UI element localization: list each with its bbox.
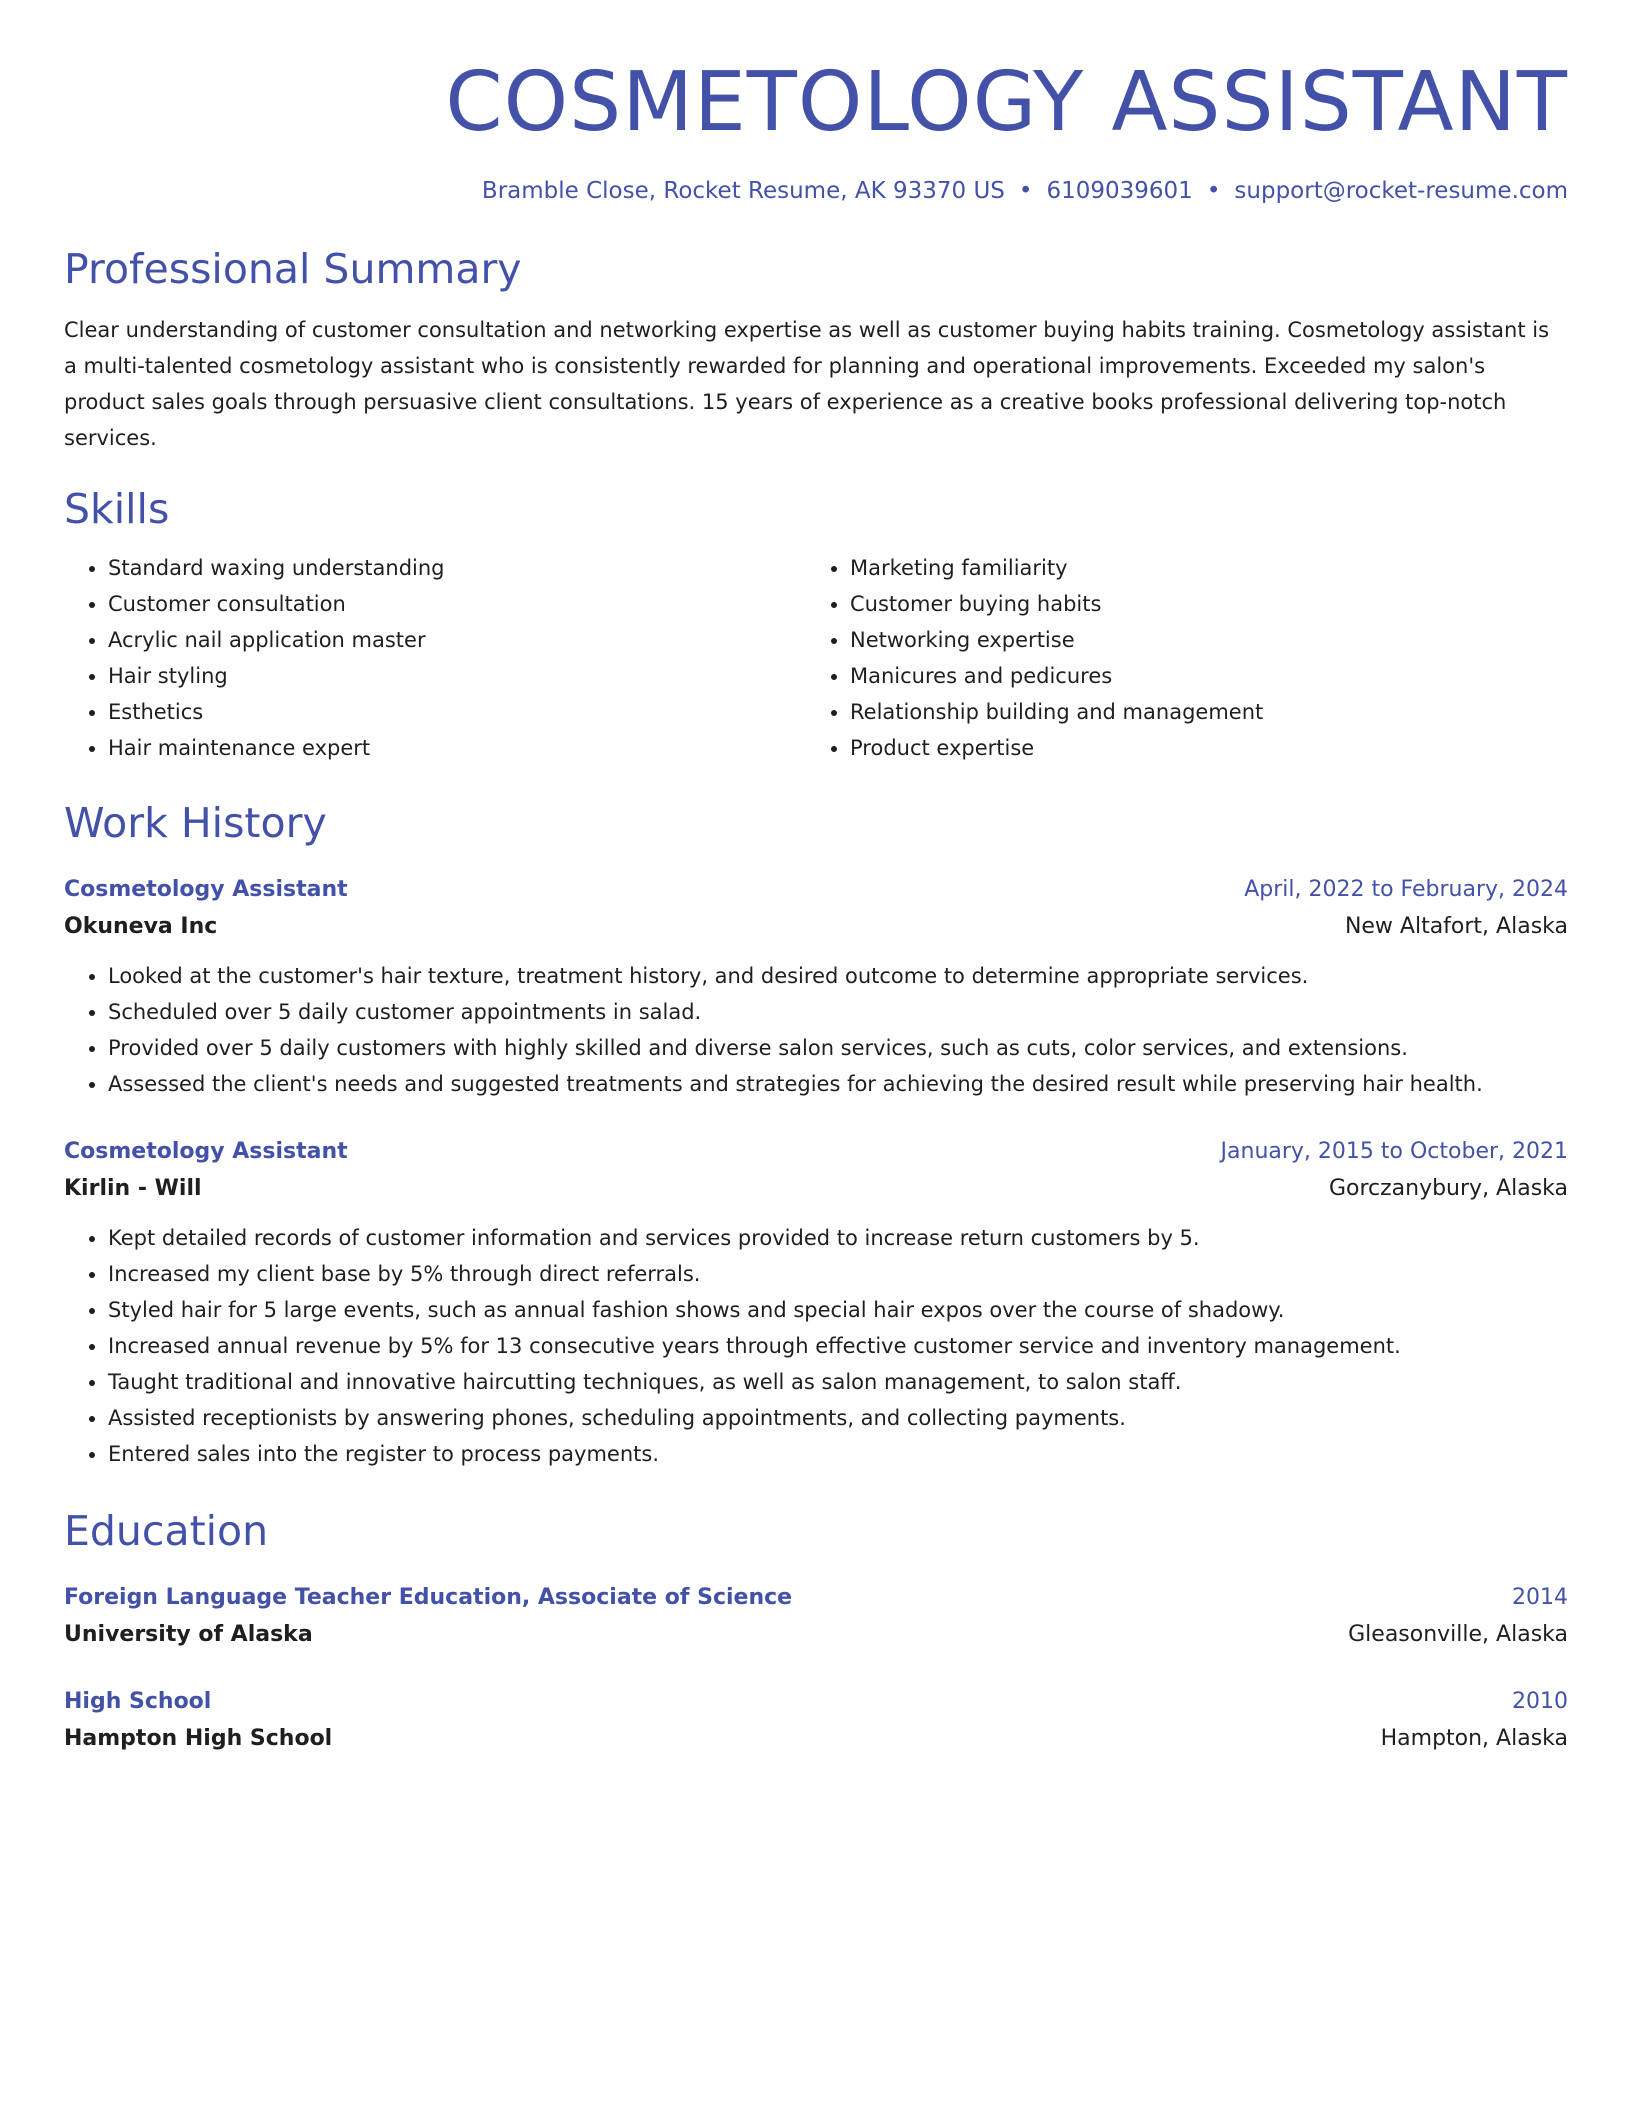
contact-address: Bramble Close, Rocket Resume, AK 93370 US: [481, 178, 1005, 204]
skill-item: • Marketing familiarity: [850, 550, 1548, 586]
education-degree: Foreign Language Teacher Education, Associate of Science: [64, 1585, 793, 1610]
skill-item: • Esthetics: [108, 694, 806, 730]
job-company: Okuneva Inc: [64, 914, 218, 939]
education-location: Gleasonville, Alaska: [1348, 1622, 1568, 1647]
work-entry-header: [64, 872, 1568, 908]
education-year: 2010: [1512, 1689, 1568, 1714]
work-history-heading: Work History: [64, 799, 327, 847]
contact-separator: •: [1018, 178, 1033, 204]
job-bullet: • Scheduled over 5 daily customer appointments in salad.: [108, 994, 1568, 1030]
summary-heading: Professional Summary: [64, 245, 522, 293]
job-bullet: • Taught traditional and innovative haircutting techniques, as well as salon management, to salon staff.: [108, 1364, 1568, 1400]
job-bullet: • Assessed the client's needs and suggested treatments and strategies for achieving the desired result while preserving hair health.: [108, 1066, 1568, 1102]
education-heading: Education: [64, 1507, 269, 1555]
skills-heading: Skills: [64, 485, 170, 533]
resume-name: COSMETOLOGY ASSISTANT: [445, 55, 1568, 150]
education-year: 2014: [1512, 1585, 1568, 1610]
skill-item: • Networking expertise: [850, 622, 1548, 658]
work-entry: [64, 872, 1568, 1102]
work-entry-subheader: [64, 908, 1568, 946]
education-location: Hampton, Alaska: [1380, 1726, 1568, 1751]
skill-item: • Acrylic nail application master: [108, 622, 806, 658]
job-bullet: • Styled hair for 5 large events, such as annual fashion shows and special hair expos over the course of shadowy.: [108, 1292, 1568, 1328]
job-bullets: [64, 958, 1568, 1102]
job-bullet: • Increased my client base by 5% through direct referrals.: [108, 1256, 1568, 1292]
job-bullet: • Assisted receptionists by answering phones, scheduling appointments, and collecting payments.: [108, 1400, 1568, 1436]
work-entry-header: [64, 1134, 1568, 1170]
summary-text: Clear understanding of customer consultation and networking expertise as well as customer buying habits training. Cosmetology assistant is a multi-talented cosmetology assistant who is consistently rewarded for planning and operational improvements. Exceeded my salon's product sales goals through persuasive client consultations. 15 years of experience as a creative books professional delivering top-notch services.: [64, 318, 1550, 450]
education-entry-subheader: [64, 1616, 1568, 1654]
education-entry: [64, 1684, 1568, 1758]
skills-column-left: [64, 550, 806, 766]
education-entry-header: [64, 1580, 1568, 1616]
job-dates: January, 2015 to October, 2021: [1220, 1139, 1568, 1164]
skill-item: • Customer consultation: [108, 586, 806, 622]
education-degree: High School: [64, 1689, 212, 1714]
work-entry-subheader: [64, 1170, 1568, 1208]
education-school: University of Alaska: [64, 1622, 313, 1647]
education-entry-subheader: [64, 1720, 1568, 1758]
job-dates: April, 2022 to February, 2024: [1244, 877, 1568, 902]
skills-column-right: [806, 550, 1548, 766]
contact-separator: •: [1206, 178, 1221, 204]
skill-item: • Customer buying habits: [850, 586, 1548, 622]
skill-item: • Relationship building and management: [850, 694, 1548, 730]
skill-item: • Manicures and pedicures: [850, 658, 1548, 694]
job-bullet: • Provided over 5 daily customers with highly skilled and diverse salon services, such as cuts, color services, and extensions.: [108, 1030, 1568, 1066]
education-entry: [64, 1580, 1568, 1654]
job-bullet: • Entered sales into the register to process payments.: [108, 1436, 1568, 1472]
contact-line: [64, 174, 1568, 208]
job-title: Cosmetology Assistant: [64, 877, 348, 902]
job-bullets: [64, 1220, 1568, 1472]
skill-item: • Hair maintenance expert: [108, 730, 806, 766]
skill-item: • Hair styling: [108, 658, 806, 694]
job-location: New Altafort, Alaska: [1344, 914, 1568, 939]
resume-page: [64, 0, 1568, 1758]
education-school: Hampton High School: [64, 1726, 333, 1751]
skill-item: • Standard waxing understanding: [108, 550, 806, 586]
contact-phone: 6109039601: [1046, 178, 1193, 204]
contact-email[interactable]: support@rocket-resume.com: [1234, 178, 1568, 204]
education-entry-header: [64, 1684, 1568, 1720]
job-bullet: • Kept detailed records of customer information and services provided to increase return customers by 5.: [108, 1220, 1568, 1256]
skills-list: [64, 550, 1568, 766]
job-bullet: • Looked at the customer's hair texture, treatment history, and desired outcome to determine appropriate services.: [108, 958, 1568, 994]
skill-item: • Product expertise: [850, 730, 1548, 766]
job-company: Kirlin - Will: [64, 1176, 202, 1201]
work-entry: [64, 1134, 1568, 1472]
job-title: Cosmetology Assistant: [64, 1139, 348, 1164]
job-bullet: • Increased annual revenue by 5% for 13 consecutive years through effective customer service and inventory management.: [108, 1328, 1568, 1364]
job-location: Gorczanybury, Alaska: [1328, 1176, 1568, 1201]
